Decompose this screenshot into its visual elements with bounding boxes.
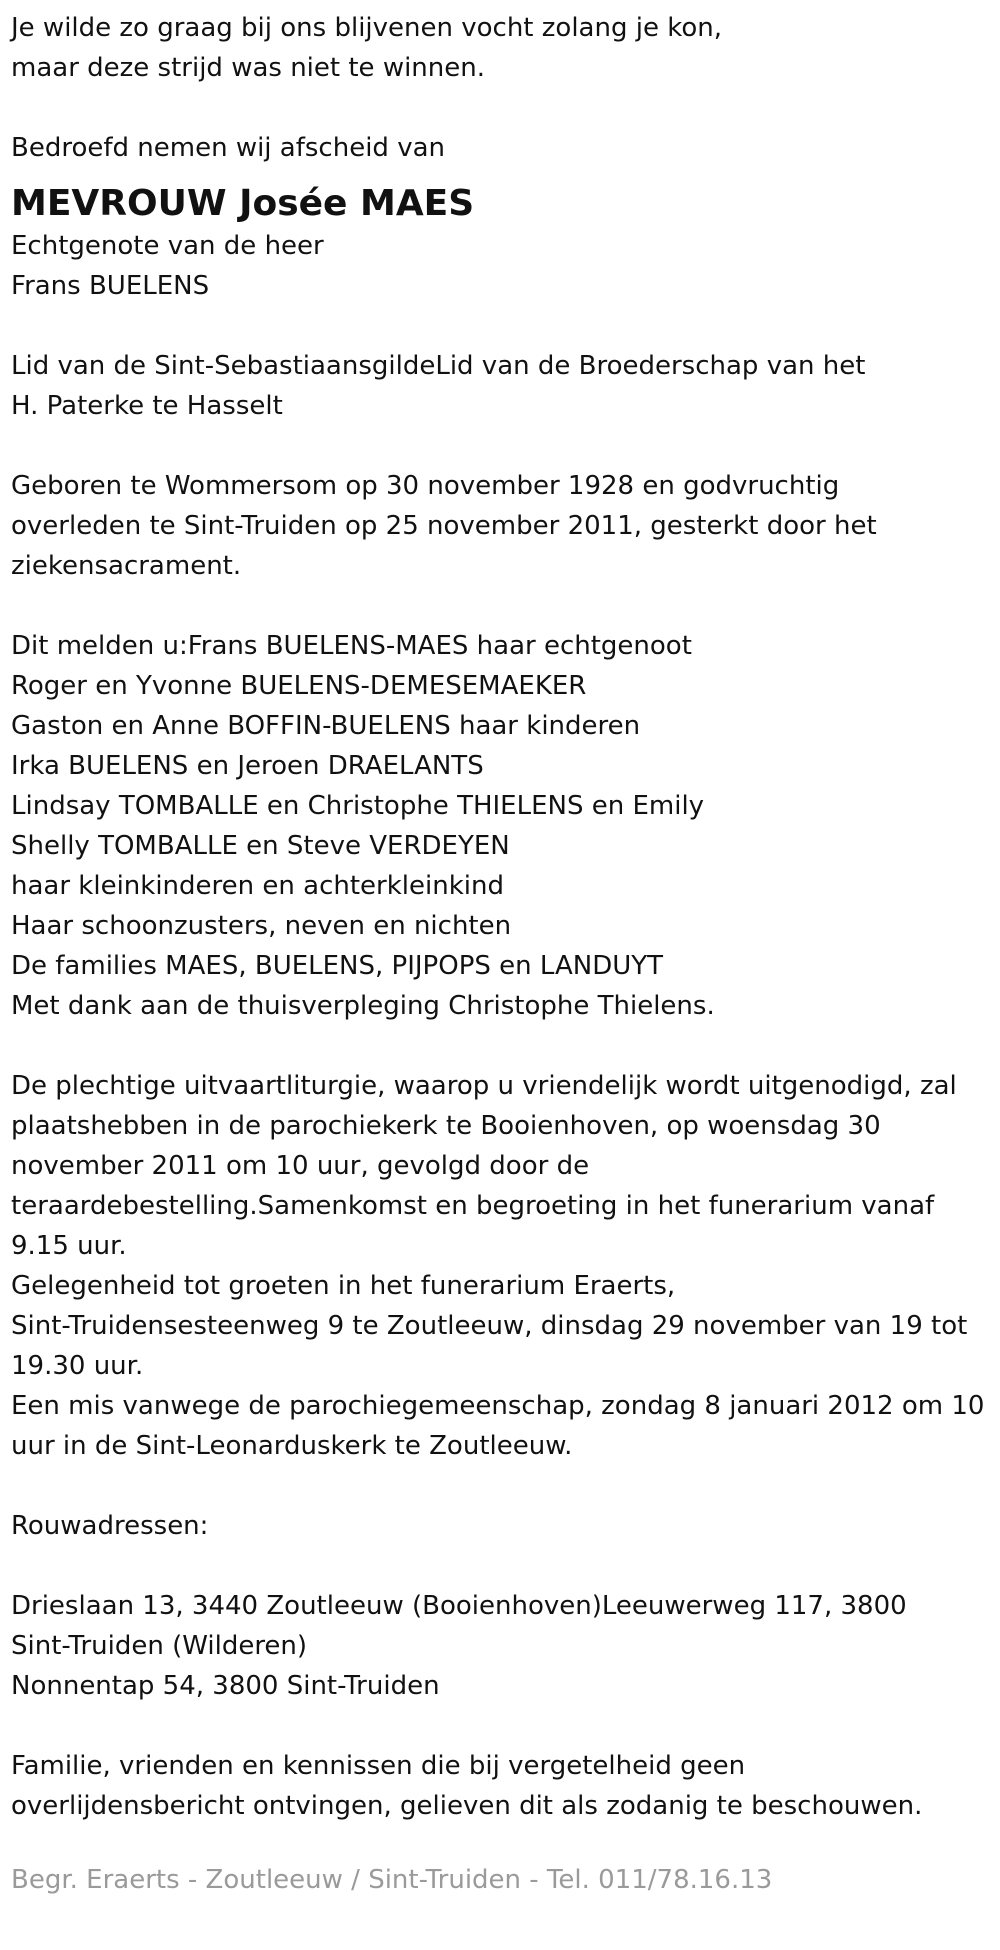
deceased-name: MEVROUW Josée MAES [11,183,475,224]
announcement-text: Bedroefd nemen wij afscheid van [11,133,445,163]
family-line: haar kleinkinderen en achterkleinkind [11,871,504,901]
opening-line: Je wilde zo graag bij ons blijvenen vocht zolang je kon, [11,13,722,43]
address-line: Drieslaan 13, 3440 Zoutleeuw (Booienhoven)Leeuwerweg 117, 3800 [11,1591,907,1621]
family-line: De families MAES, BUELENS, PIJPOPS en LANDUYT [11,951,664,981]
addresses-block [11,1586,990,1706]
opening-line: maar deze strijd was niet te winnen. [11,53,486,83]
funeral-home-footer: Begr. Eraerts - Zoutleeuw / Sint-Truiden - Tel. 011/78.16.13 [11,1865,773,1895]
spouse-line: Echtgenote van de heer [11,231,324,261]
closing-line: Familie, vrienden en kennissen die bij vergetelheid geen [11,1751,746,1781]
birth-death-line: Geboren te Wommersom op 30 november 1928 en godvruchtig [11,471,840,501]
family-line: Roger en Yvonne BUELENS-DEMESEMAEKER [11,671,587,701]
ceremony-block [11,1066,990,1466]
closing-block [11,1746,990,1826]
ceremony-line: 9.15 uur. [11,1231,127,1261]
ceremony-line: Sint-Truidensesteenweg 9 te Zoutleeuw, dinsdag 29 november van 19 tot [11,1311,968,1341]
birth-death-line: ziekensacrament. [11,551,242,581]
addresses-heading: Rouwadressen: [11,1511,209,1541]
membership-line: Lid van de Sint-SebastiaansgildeLid van de Broederschap van het [11,351,866,381]
family-line: Haar schoonzusters, neven en nichten [11,911,512,941]
ceremony-line: teraardebestelling.Samenkomst en begroeting in het funerarium vanaf [11,1191,935,1221]
ceremony-line: plaatshebben in de parochiekerk te Booienhoven, op woensdag 30 [11,1111,881,1141]
ceremony-line: uur in de Sint-Leonarduskerk te Zoutleeuw. [11,1431,573,1461]
address-line: Sint-Truiden (Wilderen) [11,1631,308,1661]
ceremony-line: november 2011 om 10 uur, gevolgd door de [11,1151,590,1181]
family-line: Dit melden u:Frans BUELENS-MAES haar echtgenoot [11,631,692,661]
membership-line: H. Paterke te Hasselt [11,391,283,421]
ceremony-line: 19.30 uur. [11,1351,144,1381]
memberships-block [11,346,990,426]
family-line: Met dank aan de thuisverpleging Christophe Thielens. [11,991,715,1021]
family-line: Lindsay TOMBALLE en Christophe THIELENS en Emily [11,791,705,821]
family-line: Gaston en Anne BOFFIN-BUELENS haar kinderen [11,711,641,741]
announcement-block [11,128,990,168]
family-line: Irka BUELENS en Jeroen DRAELANTS [11,751,484,781]
address-line: Nonnentap 54, 3800 Sint-Truiden [11,1671,440,1701]
deceased-block [11,182,990,306]
closing-line: overlijdensbericht ontvingen, gelieven dit als zodanig te beschouwen. [11,1791,923,1821]
opening-verse [11,8,990,88]
ceremony-line: Een mis vanwege de parochiegemeenschap, zondag 8 januari 2012 om 10 [11,1391,985,1421]
birth-death-block [11,466,990,586]
ceremony-line: De plechtige uitvaartliturgie, waarop u vriendelijk wordt uitgenodigd, zal [11,1071,957,1101]
birth-death-line: overleden te Sint-Truiden op 25 november 2011, gesterkt door het [11,511,877,541]
addresses-heading-block [11,1506,990,1546]
ceremony-line: Gelegenheid tot groeten in het funerarium Eraerts, [11,1271,676,1301]
family-block [11,626,990,1026]
spouse-line: Frans BUELENS [11,271,210,301]
family-line: Shelly TOMBALLE en Steve VERDEYEN [11,831,510,861]
